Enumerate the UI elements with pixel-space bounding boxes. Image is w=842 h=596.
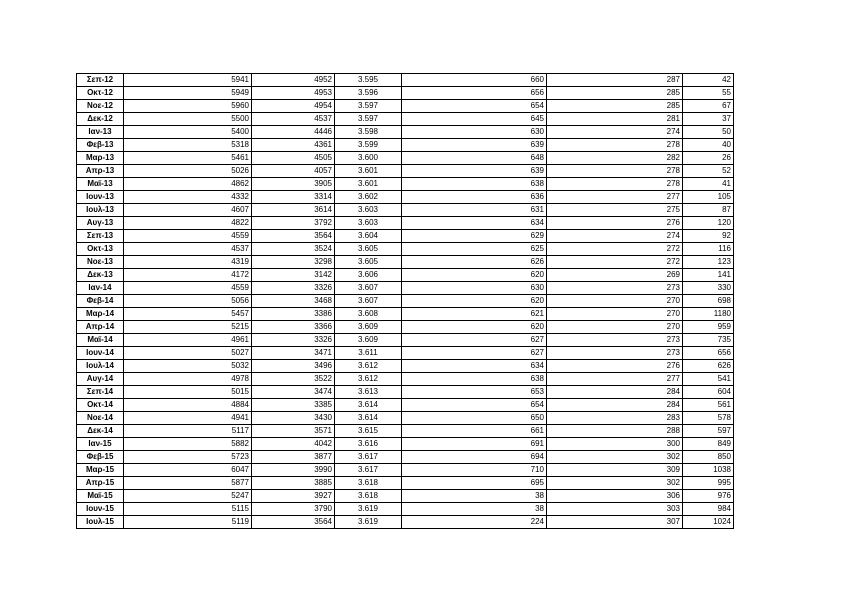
month-cell: Μαρ-14 bbox=[77, 308, 124, 321]
rate-cell: 3.619 bbox=[335, 516, 402, 529]
month-cell: Μαϊ-13 bbox=[77, 178, 124, 191]
value-cell-5: 541 bbox=[683, 373, 734, 386]
month-cell: Απρ-14 bbox=[77, 321, 124, 334]
value-cell-1: 4961 bbox=[124, 334, 252, 347]
rate-cell: 3.618 bbox=[335, 477, 402, 490]
value-cell-2: 3522 bbox=[252, 373, 335, 386]
value-cell-1: 4172 bbox=[124, 269, 252, 282]
value-cell-4: 302 bbox=[547, 477, 683, 490]
table-row bbox=[77, 139, 734, 152]
table-row bbox=[77, 412, 734, 425]
value-cell-5: 141 bbox=[683, 269, 734, 282]
value-cell-4: 274 bbox=[547, 126, 683, 139]
value-cell-2: 3430 bbox=[252, 412, 335, 425]
table-row bbox=[77, 295, 734, 308]
table-row bbox=[77, 165, 734, 178]
value-cell-1: 5119 bbox=[124, 516, 252, 529]
value-cell-1: 4559 bbox=[124, 230, 252, 243]
value-cell-5: 850 bbox=[683, 451, 734, 464]
month-cell: Μαρ-13 bbox=[77, 152, 124, 165]
value-cell-4: 302 bbox=[547, 451, 683, 464]
value-cell-2: 4537 bbox=[252, 113, 335, 126]
table-row bbox=[77, 490, 734, 503]
table-row bbox=[77, 178, 734, 191]
month-cell: Σεπ-12 bbox=[77, 74, 124, 87]
value-cell-4: 306 bbox=[547, 490, 683, 503]
month-cell: Σεπ-13 bbox=[77, 230, 124, 243]
table-row bbox=[77, 464, 734, 477]
value-cell-3: 691 bbox=[402, 438, 547, 451]
value-cell-2: 3885 bbox=[252, 477, 335, 490]
value-cell-2: 3564 bbox=[252, 230, 335, 243]
value-cell-5: 116 bbox=[683, 243, 734, 256]
value-cell-5: 87 bbox=[683, 204, 734, 217]
value-cell-1: 4822 bbox=[124, 217, 252, 230]
value-cell-5: 52 bbox=[683, 165, 734, 178]
month-cell: Ιαν-13 bbox=[77, 126, 124, 139]
value-cell-3: 648 bbox=[402, 152, 547, 165]
table-row bbox=[77, 256, 734, 269]
table-row bbox=[77, 386, 734, 399]
table-row bbox=[77, 399, 734, 412]
rate-cell: 3.602 bbox=[335, 191, 402, 204]
value-cell-1: 5949 bbox=[124, 87, 252, 100]
value-cell-1: 4884 bbox=[124, 399, 252, 412]
value-cell-4: 272 bbox=[547, 243, 683, 256]
value-cell-5: 626 bbox=[683, 360, 734, 373]
table-row bbox=[77, 425, 734, 438]
value-cell-3: 710 bbox=[402, 464, 547, 477]
value-cell-5: 55 bbox=[683, 87, 734, 100]
value-cell-3: 38 bbox=[402, 503, 547, 516]
month-cell: Αυγ-14 bbox=[77, 373, 124, 386]
value-cell-1: 5457 bbox=[124, 308, 252, 321]
value-cell-2: 4505 bbox=[252, 152, 335, 165]
rate-cell: 3.612 bbox=[335, 360, 402, 373]
value-cell-3: 634 bbox=[402, 217, 547, 230]
table-row bbox=[77, 87, 734, 100]
value-cell-5: 330 bbox=[683, 282, 734, 295]
rate-cell: 3.613 bbox=[335, 386, 402, 399]
value-cell-4: 270 bbox=[547, 295, 683, 308]
month-cell: Νοε-14 bbox=[77, 412, 124, 425]
value-cell-4: 300 bbox=[547, 438, 683, 451]
value-cell-2: 3326 bbox=[252, 334, 335, 347]
value-cell-3: 638 bbox=[402, 373, 547, 386]
value-cell-3: 621 bbox=[402, 308, 547, 321]
value-cell-3: 625 bbox=[402, 243, 547, 256]
value-cell-3: 626 bbox=[402, 256, 547, 269]
month-cell: Φεβ-13 bbox=[77, 139, 124, 152]
value-cell-5: 578 bbox=[683, 412, 734, 425]
rate-cell: 3.605 bbox=[335, 256, 402, 269]
table-row bbox=[77, 230, 734, 243]
value-cell-4: 273 bbox=[547, 282, 683, 295]
value-cell-2: 4954 bbox=[252, 100, 335, 113]
value-cell-2: 4361 bbox=[252, 139, 335, 152]
value-cell-3: 639 bbox=[402, 139, 547, 152]
rate-cell: 3.609 bbox=[335, 334, 402, 347]
month-cell: Ιουλ-15 bbox=[77, 516, 124, 529]
table-body bbox=[77, 74, 734, 529]
value-cell-1: 5026 bbox=[124, 165, 252, 178]
month-cell: Ιουν-15 bbox=[77, 503, 124, 516]
rate-cell: 3.609 bbox=[335, 321, 402, 334]
value-cell-2: 4042 bbox=[252, 438, 335, 451]
value-cell-5: 37 bbox=[683, 113, 734, 126]
table-row bbox=[77, 204, 734, 217]
value-cell-4: 282 bbox=[547, 152, 683, 165]
month-cell: Απρ-15 bbox=[77, 477, 124, 490]
month-cell: Μαϊ-15 bbox=[77, 490, 124, 503]
value-cell-3: 627 bbox=[402, 334, 547, 347]
table-row bbox=[77, 269, 734, 282]
month-cell: Δεκ-12 bbox=[77, 113, 124, 126]
value-cell-4: 273 bbox=[547, 347, 683, 360]
value-cell-4: 277 bbox=[547, 373, 683, 386]
value-cell-3: 694 bbox=[402, 451, 547, 464]
month-cell: Φεβ-14 bbox=[77, 295, 124, 308]
value-cell-2: 3386 bbox=[252, 308, 335, 321]
value-cell-4: 276 bbox=[547, 360, 683, 373]
value-cell-1: 5500 bbox=[124, 113, 252, 126]
rate-cell: 3.614 bbox=[335, 412, 402, 425]
month-cell: Οκτ-12 bbox=[77, 87, 124, 100]
value-cell-4: 278 bbox=[547, 178, 683, 191]
rate-cell: 3.611 bbox=[335, 347, 402, 360]
value-cell-2: 3385 bbox=[252, 399, 335, 412]
month-cell: Οκτ-14 bbox=[77, 399, 124, 412]
value-cell-2: 3314 bbox=[252, 191, 335, 204]
value-cell-2: 3471 bbox=[252, 347, 335, 360]
value-cell-5: 92 bbox=[683, 230, 734, 243]
value-cell-4: 273 bbox=[547, 334, 683, 347]
value-cell-4: 303 bbox=[547, 503, 683, 516]
value-cell-1: 5032 bbox=[124, 360, 252, 373]
value-cell-1: 5027 bbox=[124, 347, 252, 360]
value-cell-5: 1038 bbox=[683, 464, 734, 477]
value-cell-1: 4332 bbox=[124, 191, 252, 204]
rate-cell: 3.605 bbox=[335, 243, 402, 256]
value-cell-5: 40 bbox=[683, 139, 734, 152]
value-cell-1: 5960 bbox=[124, 100, 252, 113]
value-cell-4: 288 bbox=[547, 425, 683, 438]
value-cell-2: 3614 bbox=[252, 204, 335, 217]
value-cell-2: 3524 bbox=[252, 243, 335, 256]
value-cell-2: 3298 bbox=[252, 256, 335, 269]
value-cell-1: 5400 bbox=[124, 126, 252, 139]
table-row bbox=[77, 113, 734, 126]
value-cell-1: 5015 bbox=[124, 386, 252, 399]
value-cell-5: 849 bbox=[683, 438, 734, 451]
rate-cell: 3.617 bbox=[335, 451, 402, 464]
value-cell-4: 269 bbox=[547, 269, 683, 282]
value-cell-1: 4559 bbox=[124, 282, 252, 295]
rate-cell: 3.599 bbox=[335, 139, 402, 152]
month-cell: Σεπ-14 bbox=[77, 386, 124, 399]
value-cell-5: 105 bbox=[683, 191, 734, 204]
value-cell-2: 3468 bbox=[252, 295, 335, 308]
value-cell-2: 4953 bbox=[252, 87, 335, 100]
table-row bbox=[77, 321, 734, 334]
rate-cell: 3.617 bbox=[335, 464, 402, 477]
value-cell-5: 959 bbox=[683, 321, 734, 334]
value-cell-1: 5247 bbox=[124, 490, 252, 503]
value-cell-1: 4607 bbox=[124, 204, 252, 217]
table-row bbox=[77, 347, 734, 360]
table-row bbox=[77, 334, 734, 347]
value-cell-5: 995 bbox=[683, 477, 734, 490]
value-cell-2: 3877 bbox=[252, 451, 335, 464]
value-cell-2: 4057 bbox=[252, 165, 335, 178]
table-row bbox=[77, 282, 734, 295]
rate-cell: 3.619 bbox=[335, 503, 402, 516]
value-cell-4: 278 bbox=[547, 139, 683, 152]
month-cell: Μαϊ-14 bbox=[77, 334, 124, 347]
rate-cell: 3.608 bbox=[335, 308, 402, 321]
data-table bbox=[76, 73, 734, 529]
value-cell-2: 3474 bbox=[252, 386, 335, 399]
month-cell: Νοε-13 bbox=[77, 256, 124, 269]
rate-cell: 3.596 bbox=[335, 87, 402, 100]
rate-cell: 3.614 bbox=[335, 399, 402, 412]
value-cell-2: 3792 bbox=[252, 217, 335, 230]
value-cell-1: 4537 bbox=[124, 243, 252, 256]
value-cell-5: 26 bbox=[683, 152, 734, 165]
value-cell-2: 3326 bbox=[252, 282, 335, 295]
table-row bbox=[77, 191, 734, 204]
value-cell-1: 5723 bbox=[124, 451, 252, 464]
value-cell-3: 620 bbox=[402, 295, 547, 308]
table-row bbox=[77, 217, 734, 230]
rate-cell: 3.616 bbox=[335, 438, 402, 451]
rate-cell: 3.601 bbox=[335, 178, 402, 191]
value-cell-5: 984 bbox=[683, 503, 734, 516]
month-cell: Ιουλ-14 bbox=[77, 360, 124, 373]
rate-cell: 3.604 bbox=[335, 230, 402, 243]
value-cell-4: 284 bbox=[547, 386, 683, 399]
rate-cell: 3.597 bbox=[335, 100, 402, 113]
value-cell-3: 656 bbox=[402, 87, 547, 100]
table-row bbox=[77, 100, 734, 113]
value-cell-5: 656 bbox=[683, 347, 734, 360]
month-cell: Ιουλ-13 bbox=[77, 204, 124, 217]
value-cell-3: 620 bbox=[402, 269, 547, 282]
table-row bbox=[77, 360, 734, 373]
value-cell-4: 274 bbox=[547, 230, 683, 243]
rate-cell: 3.615 bbox=[335, 425, 402, 438]
value-cell-4: 272 bbox=[547, 256, 683, 269]
month-cell: Φεβ-15 bbox=[77, 451, 124, 464]
value-cell-4: 275 bbox=[547, 204, 683, 217]
value-cell-3: 695 bbox=[402, 477, 547, 490]
value-cell-4: 270 bbox=[547, 308, 683, 321]
rate-cell: 3.598 bbox=[335, 126, 402, 139]
value-cell-1: 5117 bbox=[124, 425, 252, 438]
value-cell-3: 654 bbox=[402, 100, 547, 113]
value-cell-4: 281 bbox=[547, 113, 683, 126]
rate-cell: 3.603 bbox=[335, 204, 402, 217]
value-cell-1: 6047 bbox=[124, 464, 252, 477]
value-cell-5: 42 bbox=[683, 74, 734, 87]
rate-cell: 3.607 bbox=[335, 295, 402, 308]
value-cell-3: 631 bbox=[402, 204, 547, 217]
value-cell-4: 276 bbox=[547, 217, 683, 230]
table-row bbox=[77, 438, 734, 451]
value-cell-1: 5882 bbox=[124, 438, 252, 451]
value-cell-5: 698 bbox=[683, 295, 734, 308]
rate-cell: 3.603 bbox=[335, 217, 402, 230]
value-cell-1: 5877 bbox=[124, 477, 252, 490]
value-cell-5: 976 bbox=[683, 490, 734, 503]
value-cell-5: 41 bbox=[683, 178, 734, 191]
value-cell-2: 3790 bbox=[252, 503, 335, 516]
month-cell: Ιουν-13 bbox=[77, 191, 124, 204]
month-cell: Δεκ-14 bbox=[77, 425, 124, 438]
value-cell-4: 270 bbox=[547, 321, 683, 334]
rate-cell: 3.606 bbox=[335, 269, 402, 282]
value-cell-3: 645 bbox=[402, 113, 547, 126]
rate-cell: 3.601 bbox=[335, 165, 402, 178]
value-cell-3: 636 bbox=[402, 191, 547, 204]
table-row bbox=[77, 308, 734, 321]
month-cell: Ιαν-14 bbox=[77, 282, 124, 295]
rate-cell: 3.600 bbox=[335, 152, 402, 165]
value-cell-3: 629 bbox=[402, 230, 547, 243]
value-cell-1: 5215 bbox=[124, 321, 252, 334]
value-cell-3: 634 bbox=[402, 360, 547, 373]
value-cell-1: 5115 bbox=[124, 503, 252, 516]
value-cell-5: 50 bbox=[683, 126, 734, 139]
value-cell-1: 5941 bbox=[124, 74, 252, 87]
value-cell-5: 561 bbox=[683, 399, 734, 412]
month-cell: Ιαν-15 bbox=[77, 438, 124, 451]
value-cell-3: 627 bbox=[402, 347, 547, 360]
month-cell: Νοε-12 bbox=[77, 100, 124, 113]
table-row bbox=[77, 477, 734, 490]
month-cell: Δεκ-13 bbox=[77, 269, 124, 282]
value-cell-3: 224 bbox=[402, 516, 547, 529]
rate-cell: 3.618 bbox=[335, 490, 402, 503]
value-cell-4: 287 bbox=[547, 74, 683, 87]
value-cell-1: 5056 bbox=[124, 295, 252, 308]
value-cell-1: 4319 bbox=[124, 256, 252, 269]
value-cell-2: 3905 bbox=[252, 178, 335, 191]
value-cell-1: 5318 bbox=[124, 139, 252, 152]
rate-cell: 3.595 bbox=[335, 74, 402, 87]
value-cell-4: 285 bbox=[547, 87, 683, 100]
value-cell-1: 4978 bbox=[124, 373, 252, 386]
table-row bbox=[77, 516, 734, 529]
month-cell: Μαρ-15 bbox=[77, 464, 124, 477]
value-cell-2: 3142 bbox=[252, 269, 335, 282]
value-cell-3: 630 bbox=[402, 282, 547, 295]
value-cell-5: 597 bbox=[683, 425, 734, 438]
value-cell-5: 604 bbox=[683, 386, 734, 399]
value-cell-5: 1180 bbox=[683, 308, 734, 321]
value-cell-3: 661 bbox=[402, 425, 547, 438]
value-cell-4: 309 bbox=[547, 464, 683, 477]
table-row bbox=[77, 451, 734, 464]
month-cell: Ιουν-14 bbox=[77, 347, 124, 360]
value-cell-3: 639 bbox=[402, 165, 547, 178]
value-cell-3: 654 bbox=[402, 399, 547, 412]
table-row bbox=[77, 503, 734, 516]
rate-cell: 3.612 bbox=[335, 373, 402, 386]
value-cell-3: 638 bbox=[402, 178, 547, 191]
value-cell-4: 284 bbox=[547, 399, 683, 412]
month-cell: Οκτ-13 bbox=[77, 243, 124, 256]
value-cell-4: 283 bbox=[547, 412, 683, 425]
value-cell-2: 3990 bbox=[252, 464, 335, 477]
value-cell-2: 3571 bbox=[252, 425, 335, 438]
value-cell-3: 660 bbox=[402, 74, 547, 87]
rate-cell: 3.607 bbox=[335, 282, 402, 295]
month-cell: Απρ-13 bbox=[77, 165, 124, 178]
table-row bbox=[77, 152, 734, 165]
value-cell-5: 67 bbox=[683, 100, 734, 113]
value-cell-5: 735 bbox=[683, 334, 734, 347]
month-cell: Αυγ-13 bbox=[77, 217, 124, 230]
value-cell-4: 277 bbox=[547, 191, 683, 204]
rate-cell: 3.597 bbox=[335, 113, 402, 126]
value-cell-3: 38 bbox=[402, 490, 547, 503]
value-cell-2: 3496 bbox=[252, 360, 335, 373]
table-row bbox=[77, 243, 734, 256]
value-cell-2: 4952 bbox=[252, 74, 335, 87]
value-cell-4: 278 bbox=[547, 165, 683, 178]
value-cell-4: 285 bbox=[547, 100, 683, 113]
value-cell-5: 120 bbox=[683, 217, 734, 230]
value-cell-4: 307 bbox=[547, 516, 683, 529]
value-cell-1: 4862 bbox=[124, 178, 252, 191]
value-cell-2: 3564 bbox=[252, 516, 335, 529]
value-cell-2: 4446 bbox=[252, 126, 335, 139]
value-cell-3: 620 bbox=[402, 321, 547, 334]
value-cell-1: 5461 bbox=[124, 152, 252, 165]
value-cell-2: 3927 bbox=[252, 490, 335, 503]
value-cell-1: 4941 bbox=[124, 412, 252, 425]
table-row bbox=[77, 373, 734, 386]
value-cell-5: 123 bbox=[683, 256, 734, 269]
value-cell-3: 653 bbox=[402, 386, 547, 399]
value-cell-3: 650 bbox=[402, 412, 547, 425]
table-row bbox=[77, 126, 734, 139]
value-cell-2: 3366 bbox=[252, 321, 335, 334]
value-cell-5: 1024 bbox=[683, 516, 734, 529]
table-row bbox=[77, 74, 734, 87]
value-cell-3: 630 bbox=[402, 126, 547, 139]
